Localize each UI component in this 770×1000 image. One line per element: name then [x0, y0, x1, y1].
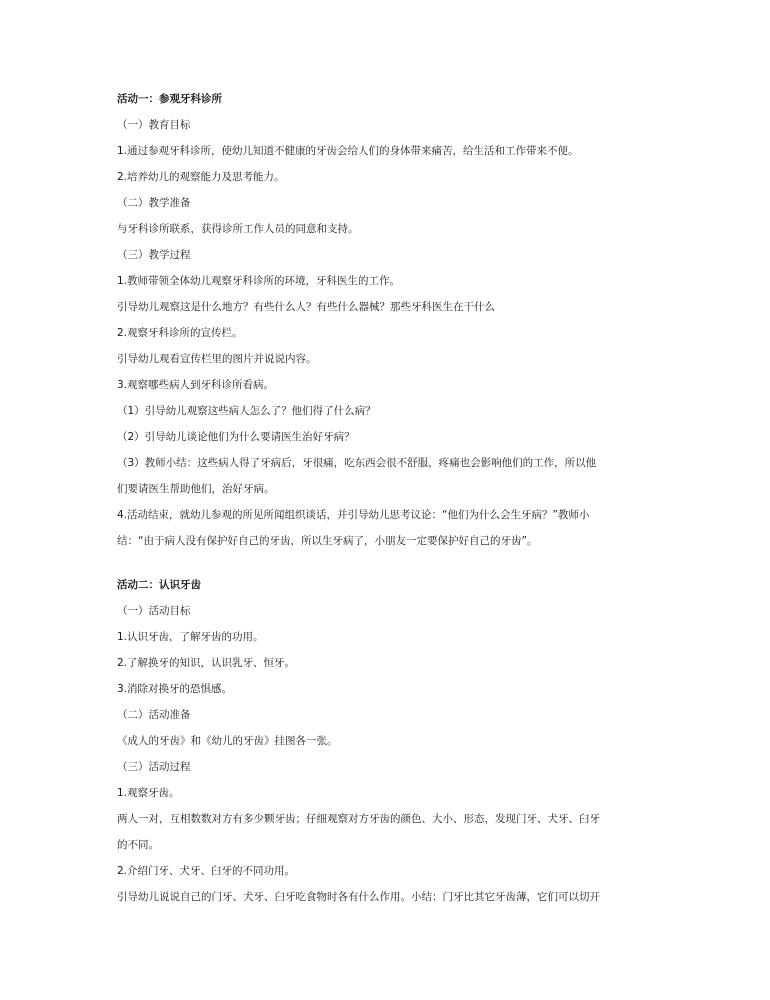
paragraph: 1.认识牙齿，了解牙齿的功用。 [117, 631, 264, 643]
paragraph: 2.介绍门牙、犬牙、臼牙的不同功用。 [117, 865, 296, 877]
paragraph: 2.培养幼儿的观察能力及思考能力。 [117, 171, 285, 183]
paragraph: 2.观察牙科诊所的宣传栏。 [117, 327, 243, 339]
paragraph: 4.活动结束，就幼儿参观的所见所闻组织谈话，并引导幼儿思考议论：“他们为什么会生牙病？”教师小 [117, 509, 590, 521]
paragraph: （1）引导幼儿观察这些病人怎么了？他们得了什么病？ [117, 405, 376, 417]
section-title: 活动一：参观牙科诊所 [117, 93, 222, 105]
paragraph: 《成人的牙齿》和《幼儿的牙齿》挂图各一张。 [117, 735, 338, 747]
paragraph: 与牙科诊所联系，获得诊所工作人员的同意和支持。 [117, 223, 359, 235]
paragraph: （二）活动准备 [117, 709, 191, 721]
paragraph: 引导幼儿说说自己的门牙、犬牙、臼牙吃食物时各有什么作用。小结：门牙比其它牙齿薄，它们可以切开 [117, 891, 600, 903]
paragraph: （三）活动过程 [117, 761, 191, 773]
paragraph: 1.观察牙齿。 [117, 787, 180, 799]
paragraph: （二）教学准备 [117, 197, 191, 209]
paragraph: （2）引导幼儿谈论他们为什么要请医生治好牙病？ [117, 431, 355, 443]
paragraph: （一）活动目标 [117, 605, 191, 617]
document-page [117, 86, 657, 910]
paragraph: （3）教师小结：这些病人得了牙病后，牙很痛，吃东西会很不舒服，疼痛也会影响他们的工作，所以他 [117, 457, 597, 469]
paragraph: 两人一对，互相数数对方有多少颗牙齿；仔细观察对方牙齿的颜色、大小、形态，发现门牙、犬牙、臼牙 [117, 813, 600, 825]
paragraph: 们要请医生帮助他们，治好牙病。 [117, 483, 275, 495]
paragraph: （一）教育目标 [117, 119, 191, 131]
paragraph: 1.教师带领全体幼儿观察牙科诊所的环境，牙科医生的工作。 [117, 275, 401, 287]
paragraph: 引导幼儿观察这是什么地方？有些什么人？有些什么器械？那些牙科医生在干什么 [117, 301, 495, 313]
section-title: 活动二：认识牙齿 [117, 579, 201, 591]
section-spacer [117, 554, 657, 572]
paragraph: （三）教学过程 [117, 249, 191, 261]
paragraph: 引导幼儿观看宣传栏里的图片并说说内容。 [117, 353, 317, 365]
paragraph: 3.观察哪些病人到牙科诊所看病。 [117, 379, 275, 391]
paragraph: 结：“由于病人没有保护好自己的牙齿，所以生牙病了，小朋友一定要保护好自己的牙齿”。 [117, 535, 538, 547]
paragraph: 2.了解换牙的知识，认识乳牙、恒牙。 [117, 657, 296, 669]
paragraph: 3.消除对换牙的恐惧感。 [117, 683, 233, 695]
paragraph: 的不同。 [117, 839, 159, 851]
paragraph: 1.通过参观牙科诊所，使幼儿知道不健康的牙齿会给人们的身体带来痛苦，给生活和工作带来不便。 [117, 145, 579, 157]
